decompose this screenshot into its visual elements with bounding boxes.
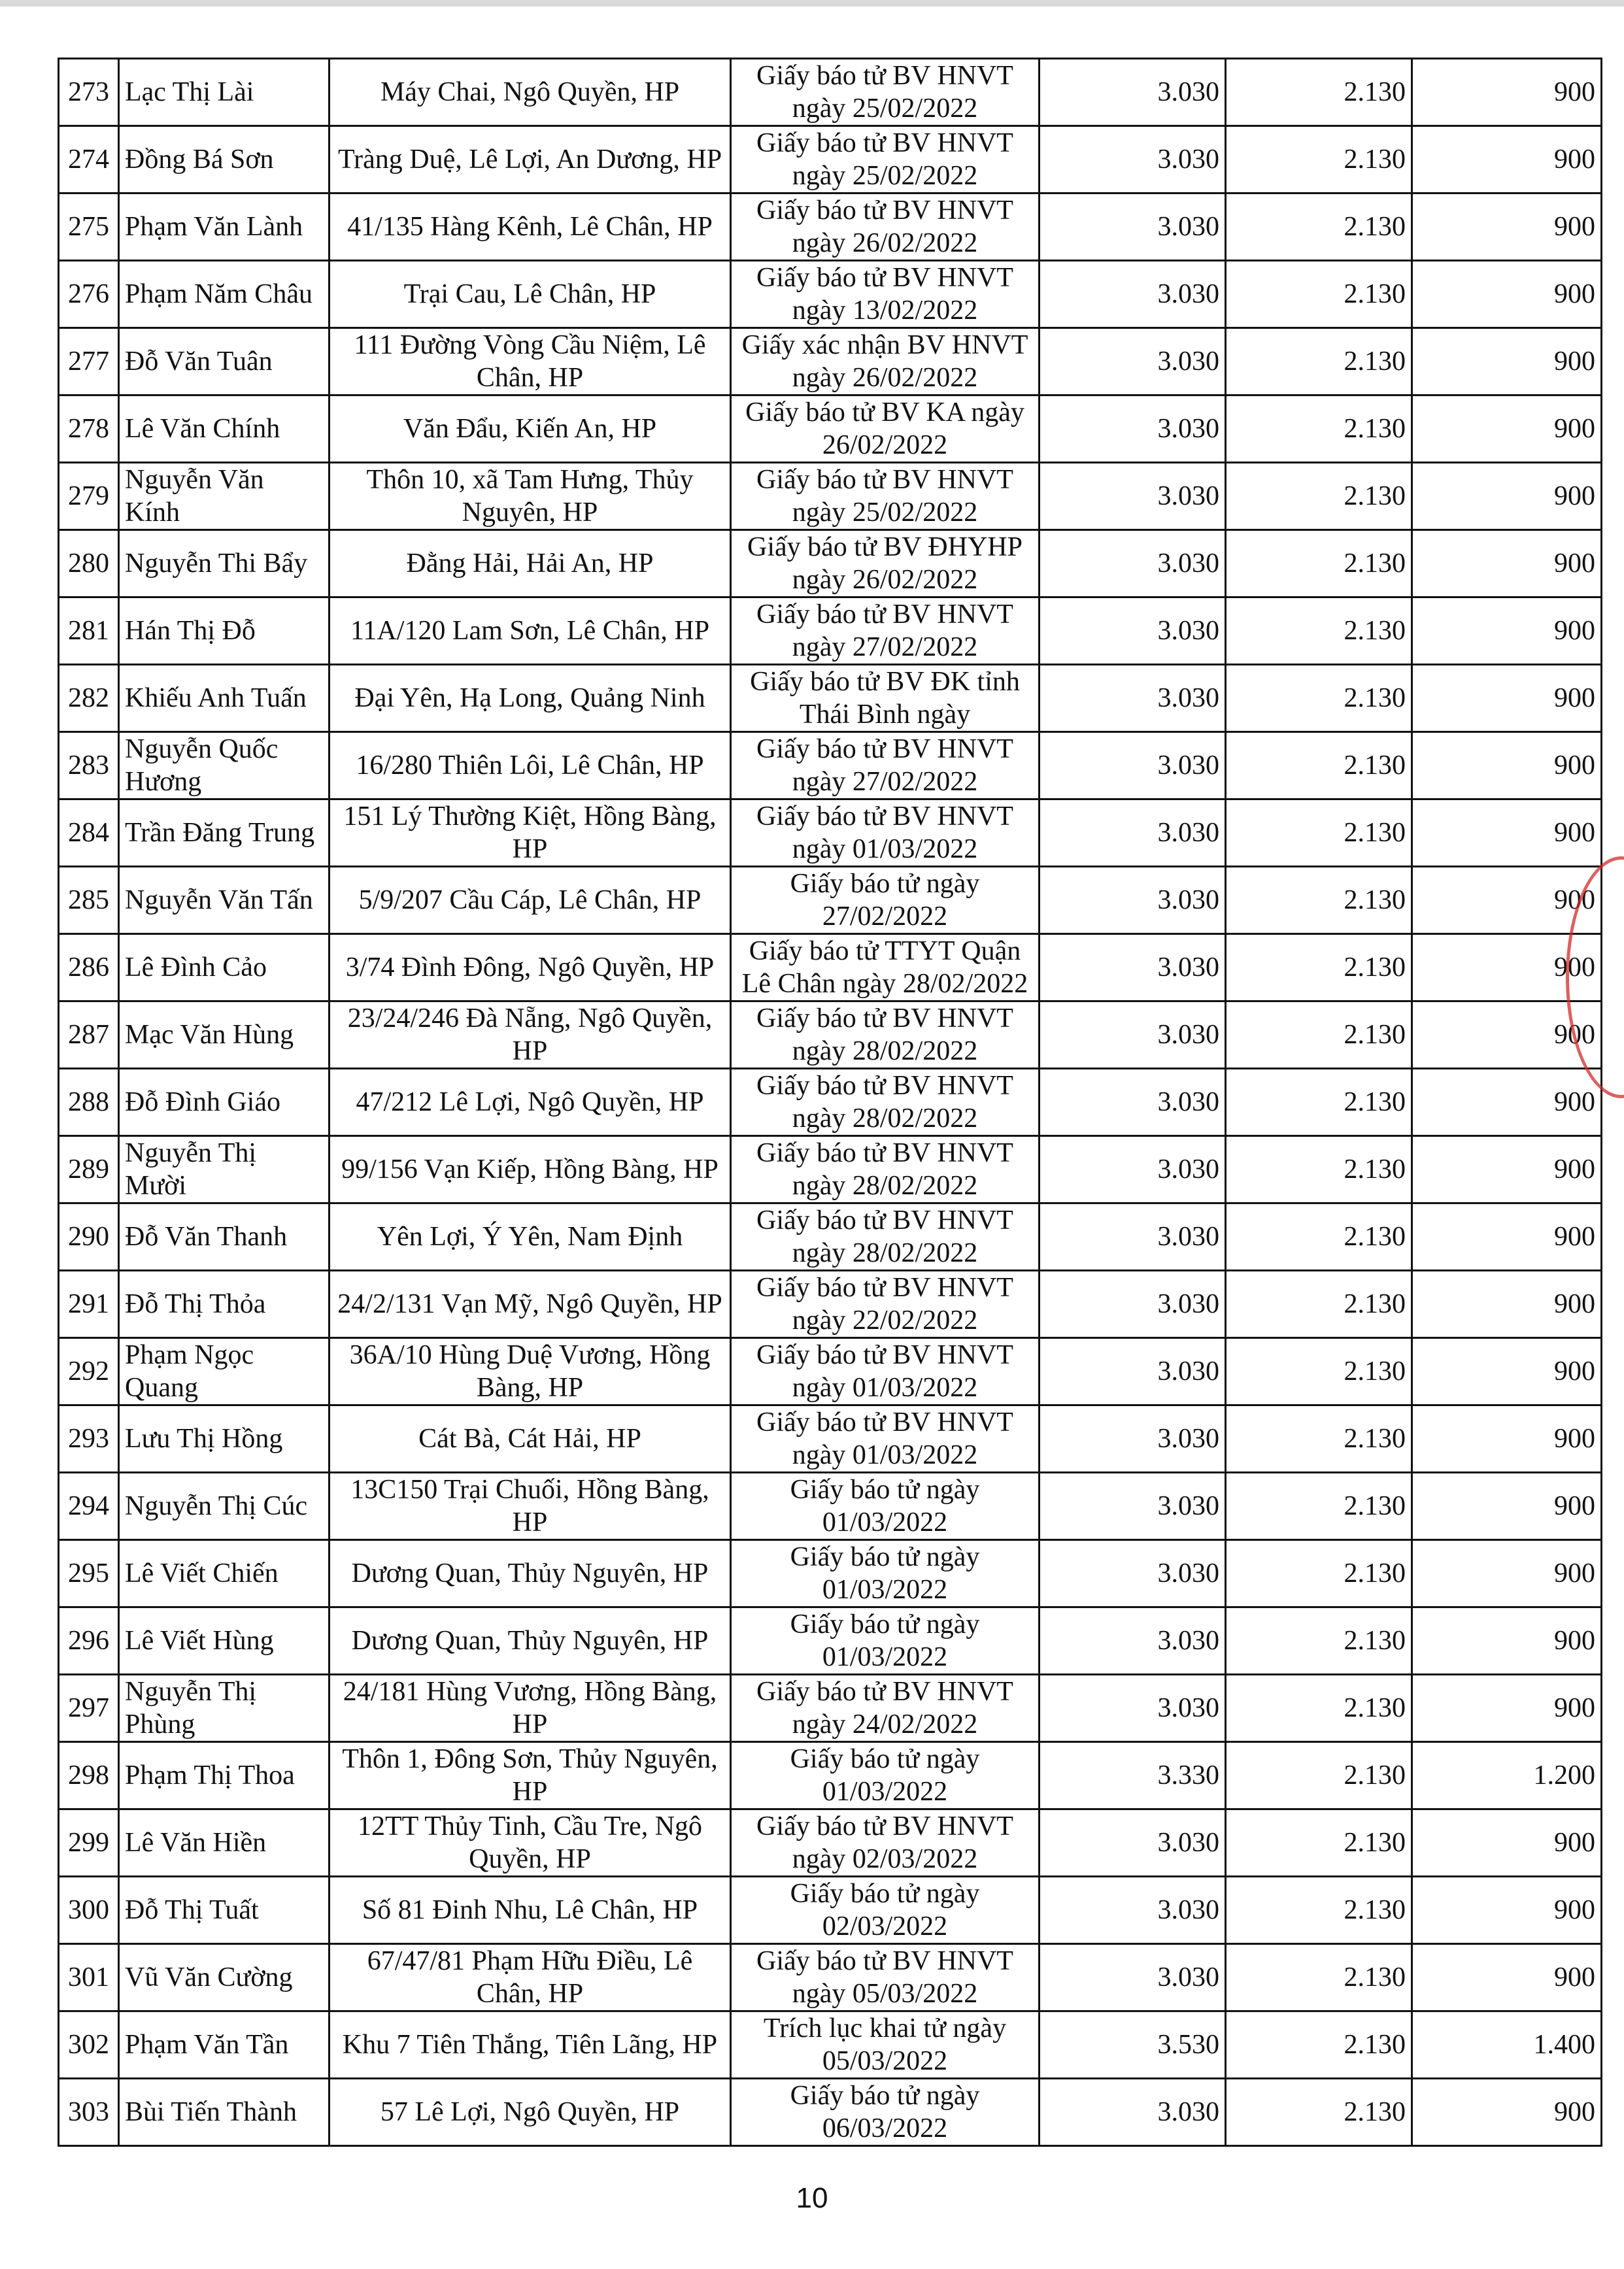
amount3-cell: 900 (1412, 1136, 1602, 1203)
row-number-cell: 297 (59, 1675, 119, 1742)
name-cell: Lê Văn Hiền (119, 1809, 330, 1877)
amount1-cell: 3.030 (1040, 799, 1226, 867)
amount2-cell: 2.130 (1226, 1473, 1412, 1540)
row-number-cell: 287 (59, 1001, 119, 1069)
amount2-cell: 2.130 (1226, 1877, 1412, 1944)
amount2-cell: 2.130 (1226, 1338, 1412, 1405)
document-cell: Giấy báo tử BV HNVT ngày 26/02/2022 (731, 193, 1040, 261)
name-cell: Phạm Văn Tần (119, 2011, 330, 2079)
amount1-cell: 3.030 (1040, 1001, 1226, 1069)
document-cell: Giấy báo tử ngày 01/03/2022 (731, 1473, 1040, 1540)
name-cell: Nguyễn Thi Bẩy (119, 530, 330, 597)
document-cell: Giấy báo tử BV HNVT ngày 28/02/2022 (731, 1136, 1040, 1203)
address-cell: Yên Lợi, Ý Yên, Nam Định (330, 1203, 731, 1271)
document-cell: Giấy báo tử ngày 01/03/2022 (731, 1540, 1040, 1607)
amount1-cell: 3.030 (1040, 395, 1226, 463)
document-cell: Giấy báo tử BV HNVT ngày 02/03/2022 (731, 1809, 1040, 1877)
page-number: 10 (796, 2182, 828, 2214)
row-number-cell: 279 (59, 463, 119, 530)
row-number-cell: 286 (59, 934, 119, 1001)
address-cell: 5/9/207 Cầu Cáp, Lê Chân, HP (330, 867, 731, 934)
address-cell: 24/181 Hùng Vương, Hồng Bàng, HP (330, 1675, 731, 1742)
name-cell: Bùi Tiến Thành (119, 2079, 330, 2146)
document-cell: Giấy báo tử BV HNVT ngày 01/03/2022 (731, 1338, 1040, 1405)
document-cell: Giấy xác nhận BV HNVT ngày 26/02/2022 (731, 328, 1040, 395)
amount1-cell: 3.030 (1040, 1405, 1226, 1473)
amount1-cell: 3.030 (1040, 867, 1226, 934)
row-number-cell: 294 (59, 1473, 119, 1540)
amount3-cell: 900 (1412, 1203, 1602, 1271)
name-cell: Khiếu Anh Tuấn (119, 665, 330, 732)
address-cell: 99/156 Vạn Kiếp, Hồng Bàng, HP (330, 1136, 731, 1203)
amount1-cell: 3.030 (1040, 1203, 1226, 1271)
amount1-cell: 3.030 (1040, 934, 1226, 1001)
name-cell: Đỗ Thị Tuất (119, 1877, 330, 1944)
amount3-cell: 1.200 (1412, 1742, 1602, 1809)
name-cell: Lưu Thị Hồng (119, 1405, 330, 1473)
document-cell: Giấy báo tử BV HNVT ngày 05/03/2022 (731, 1944, 1040, 2011)
amount2-cell: 2.130 (1226, 1069, 1412, 1136)
amount3-cell: 900 (1412, 1405, 1602, 1473)
address-cell: 151 Lý Thường Kiệt, Hồng Bàng, HP (330, 799, 731, 867)
amount2-cell: 2.130 (1226, 1809, 1412, 1877)
address-cell: Thôn 1, Đông Sơn, Thủy Nguyên, HP (330, 1742, 731, 1809)
document-cell: Giấy báo tử BV HNVT ngày 25/02/2022 (731, 126, 1040, 193)
table-row (59, 530, 1602, 597)
table-row (59, 799, 1602, 867)
amount1-cell: 3.030 (1040, 1944, 1226, 2011)
document-cell: Giấy báo tử TTYT Quận Lê Chân ngày 28/02/2022 (731, 934, 1040, 1001)
row-number-cell: 298 (59, 1742, 119, 1809)
amount2-cell: 2.130 (1226, 867, 1412, 934)
amount2-cell: 2.130 (1226, 261, 1412, 328)
row-number-cell: 275 (59, 193, 119, 261)
table-row (59, 1069, 1602, 1136)
document-cell: Giấy báo tử BV HNVT ngày 28/02/2022 (731, 1001, 1040, 1069)
amount3-cell: 900 (1412, 1271, 1602, 1338)
address-cell: Trại Cau, Lê Chân, HP (330, 261, 731, 328)
row-number-cell: 281 (59, 597, 119, 665)
row-number-cell: 292 (59, 1338, 119, 1405)
name-cell: Đỗ Thị Thỏa (119, 1271, 330, 1338)
table-row (59, 732, 1602, 799)
address-cell: Thôn 10, xã Tam Hưng, Thủy Nguyên, HP (330, 463, 731, 530)
document-cell: Giấy báo tử BV HNVT ngày 28/02/2022 (731, 1069, 1040, 1136)
row-number-cell: 273 (59, 59, 119, 126)
row-number-cell: 302 (59, 2011, 119, 2079)
amount3-cell: 1.400 (1412, 2011, 1602, 2079)
amount1-cell: 3.030 (1040, 530, 1226, 597)
amount1-cell: 3.030 (1040, 1136, 1226, 1203)
table-row (59, 1540, 1602, 1607)
amount2-cell: 2.130 (1226, 193, 1412, 261)
address-cell: 12TT Thủy Tinh, Cầu Tre, Ngô Quyền, HP (330, 1809, 731, 1877)
name-cell: Trần Đăng Trung (119, 799, 330, 867)
row-number-cell: 301 (59, 1944, 119, 2011)
table-row (59, 1338, 1602, 1405)
table-row (59, 1944, 1602, 2011)
table-row (59, 2011, 1602, 2079)
name-cell: Đỗ Văn Tuân (119, 328, 330, 395)
amount2-cell: 2.130 (1226, 126, 1412, 193)
document-cell: Giấy báo tử BV HNVT ngày 13/02/2022 (731, 261, 1040, 328)
name-cell: Nguyễn Văn Kính (119, 463, 330, 530)
name-cell: Lạc Thị Lài (119, 59, 330, 126)
table-row (59, 1473, 1602, 1540)
row-number-cell: 300 (59, 1877, 119, 1944)
name-cell: Mạc Văn Hùng (119, 1001, 330, 1069)
amount3-cell: 900 (1412, 193, 1602, 261)
row-number-cell: 284 (59, 799, 119, 867)
address-cell: Dương Quan, Thủy Nguyên, HP (330, 1540, 731, 1607)
amount3-cell: 900 (1412, 665, 1602, 732)
row-number-cell: 277 (59, 328, 119, 395)
amount3-cell: 900 (1412, 1675, 1602, 1742)
name-cell: Nguyễn Thị Cúc (119, 1473, 330, 1540)
amount1-cell: 3.030 (1040, 1338, 1226, 1405)
amount2-cell: 2.130 (1226, 665, 1412, 732)
address-cell: Dương Quan, Thủy Nguyên, HP (330, 1607, 731, 1675)
amount2-cell: 2.130 (1226, 395, 1412, 463)
amount2-cell: 2.130 (1226, 1405, 1412, 1473)
amount2-cell: 2.130 (1226, 463, 1412, 530)
amount2-cell: 2.130 (1226, 1742, 1412, 1809)
name-cell: Phạm Năm Châu (119, 261, 330, 328)
table-row (59, 1203, 1602, 1271)
table-row (59, 193, 1602, 261)
name-cell: Lê Văn Chính (119, 395, 330, 463)
amount1-cell: 3.030 (1040, 597, 1226, 665)
amount3-cell: 900 (1412, 328, 1602, 395)
name-cell: Phạm Văn Lành (119, 193, 330, 261)
table-row (59, 261, 1602, 328)
amount2-cell: 2.130 (1226, 597, 1412, 665)
name-cell: Lê Viết Chiến (119, 1540, 330, 1607)
row-number-cell: 295 (59, 1540, 119, 1607)
name-cell: Phạm Ngọc Quang (119, 1338, 330, 1405)
document-cell: Giấy báo tử ngày 06/03/2022 (731, 2079, 1040, 2146)
document-cell: Giấy báo tử BV HNVT ngày 01/03/2022 (731, 799, 1040, 867)
amount3-cell: 900 (1412, 1473, 1602, 1540)
row-number-cell: 291 (59, 1271, 119, 1338)
row-number-cell: 289 (59, 1136, 119, 1203)
document-cell: Trích lục khai tử ngày 05/03/2022 (731, 2011, 1040, 2079)
name-cell: Nguyễn Thị Mười (119, 1136, 330, 1203)
amount2-cell: 2.130 (1226, 2079, 1412, 2146)
name-cell: Lê Đình Cảo (119, 934, 330, 1001)
amount2-cell: 2.130 (1226, 1136, 1412, 1203)
amount3-cell: 900 (1412, 732, 1602, 799)
row-number-cell: 274 (59, 126, 119, 193)
amount2-cell: 2.130 (1226, 530, 1412, 597)
table-row (59, 934, 1602, 1001)
document-cell: Giấy báo tử ngày 01/03/2022 (731, 1742, 1040, 1809)
amount3-cell: 900 (1412, 1607, 1602, 1675)
address-cell: Tràng Duệ, Lê Lợi, An Dương, HP (330, 126, 731, 193)
address-cell: Văn Đẩu, Kiến An, HP (330, 395, 731, 463)
records-table-container (58, 58, 1600, 2147)
table-row (59, 665, 1602, 732)
amount1-cell: 3.030 (1040, 1877, 1226, 1944)
name-cell: Đỗ Văn Thanh (119, 1203, 330, 1271)
address-cell: 111 Đường Vòng Cầu Niệm, Lê Chân, HP (330, 328, 731, 395)
row-number-cell: 282 (59, 665, 119, 732)
table-row (59, 2079, 1602, 2146)
address-cell: Máy Chai, Ngô Quyền, HP (330, 59, 731, 126)
amount3-cell: 900 (1412, 261, 1602, 328)
amount2-cell: 2.130 (1226, 328, 1412, 395)
document-cell: Giấy báo tử BV ĐK tỉnh Thái Bình ngày (731, 665, 1040, 732)
amount1-cell: 3.030 (1040, 1473, 1226, 1540)
amount2-cell: 2.130 (1226, 1203, 1412, 1271)
address-cell: 24/2/131 Vạn Mỹ, Ngô Quyền, HP (330, 1271, 731, 1338)
amount3-cell: 900 (1412, 1540, 1602, 1607)
amount2-cell: 2.130 (1226, 59, 1412, 126)
row-number-cell: 290 (59, 1203, 119, 1271)
amount3-cell: 900 (1412, 1809, 1602, 1877)
table-row (59, 1001, 1602, 1069)
address-cell: 16/280 Thiên Lôi, Lê Chân, HP (330, 732, 731, 799)
amount1-cell: 3.030 (1040, 1540, 1226, 1607)
name-cell: Nguyễn Văn Tấn (119, 867, 330, 934)
amount2-cell: 2.130 (1226, 1607, 1412, 1675)
row-number-cell: 278 (59, 395, 119, 463)
table-row (59, 1405, 1602, 1473)
row-number-cell: 293 (59, 1405, 119, 1473)
address-cell: Khu 7 Tiên Thắng, Tiên Lãng, HP (330, 2011, 731, 2079)
document-cell: Giấy báo tử BV HNVT ngày 24/02/2022 (731, 1675, 1040, 1742)
row-number-cell: 276 (59, 261, 119, 328)
row-number-cell: 288 (59, 1069, 119, 1136)
row-number-cell: 299 (59, 1809, 119, 1877)
amount2-cell: 2.130 (1226, 1944, 1412, 2011)
amount2-cell: 2.130 (1226, 934, 1412, 1001)
amount3-cell: 900 (1412, 1069, 1602, 1136)
address-cell: Đại Yên, Hạ Long, Quảng Ninh (330, 665, 731, 732)
amount3-cell: 900 (1412, 395, 1602, 463)
amount3-cell: 900 (1412, 867, 1602, 934)
amount1-cell: 3.030 (1040, 2079, 1226, 2146)
amount3-cell: 900 (1412, 597, 1602, 665)
amount2-cell: 2.130 (1226, 1540, 1412, 1607)
records-table-body (59, 59, 1602, 2146)
amount1-cell: 3.030 (1040, 261, 1226, 328)
amount1-cell: 3.030 (1040, 1271, 1226, 1338)
row-number-cell: 283 (59, 732, 119, 799)
amount3-cell: 900 (1412, 799, 1602, 867)
amount2-cell: 2.130 (1226, 1001, 1412, 1069)
amount2-cell: 2.130 (1226, 2011, 1412, 2079)
amount1-cell: 3.530 (1040, 2011, 1226, 2079)
amount1-cell: 3.030 (1040, 193, 1226, 261)
table-row (59, 1675, 1602, 1742)
document-cell: Giấy báo tử BV HNVT ngày 25/02/2022 (731, 463, 1040, 530)
amount3-cell: 900 (1412, 934, 1602, 1001)
document-cell: Giấy báo tử BV HNVT ngày 27/02/2022 (731, 597, 1040, 665)
amount2-cell: 2.130 (1226, 799, 1412, 867)
document-cell: Giấy báo tử ngày 02/03/2022 (731, 1877, 1040, 1944)
address-cell: 36A/10 Hùng Duệ Vương, Hồng Bàng, HP (330, 1338, 731, 1405)
table-row (59, 1271, 1602, 1338)
amount1-cell: 3.030 (1040, 1675, 1226, 1742)
address-cell: Cát Bà, Cát Hải, HP (330, 1405, 731, 1473)
table-row (59, 126, 1602, 193)
address-cell: 23/24/246 Đà Nẵng, Ngô Quyền, HP (330, 1001, 731, 1069)
row-number-cell: 285 (59, 867, 119, 934)
table-row (59, 463, 1602, 530)
table-row (59, 597, 1602, 665)
amount2-cell: 2.130 (1226, 1675, 1412, 1742)
document-cell: Giấy báo tử ngày 27/02/2022 (731, 867, 1040, 934)
address-cell: 47/212 Lê Lợi, Ngô Quyền, HP (330, 1069, 731, 1136)
address-cell: 41/135 Hàng Kênh, Lê Chân, HP (330, 193, 731, 261)
name-cell: Phạm Thị Thoa (119, 1742, 330, 1809)
address-cell: 67/47/81 Phạm Hữu Điều, Lê Chân, HP (330, 1944, 731, 2011)
document-cell: Giấy báo tử BV KA ngày 26/02/2022 (731, 395, 1040, 463)
document-cell: Giấy báo tử BV ĐHYHP ngày 26/02/2022 (731, 530, 1040, 597)
table-row (59, 59, 1602, 126)
table-row (59, 395, 1602, 463)
name-cell: Đồng Bá Sơn (119, 126, 330, 193)
table-row (59, 1607, 1602, 1675)
name-cell: Lê Viết Hùng (119, 1607, 330, 1675)
name-cell: Nguyễn Thị Phùng (119, 1675, 330, 1742)
table-row (59, 1877, 1602, 1944)
table-row (59, 1742, 1602, 1809)
document-cell: Giấy báo tử BV HNVT ngày 25/02/2022 (731, 59, 1040, 126)
amount1-cell: 3.030 (1040, 126, 1226, 193)
amount1-cell: 3.030 (1040, 732, 1226, 799)
amount3-cell: 900 (1412, 2079, 1602, 2146)
amount1-cell: 3.030 (1040, 463, 1226, 530)
address-cell: 3/74 Đình Đông, Ngô Quyền, HP (330, 934, 731, 1001)
table-row (59, 867, 1602, 934)
table-row (59, 1136, 1602, 1203)
address-cell: 13C150 Trại Chuối, Hồng Bàng, HP (330, 1473, 731, 1540)
address-cell: 57 Lê Lợi, Ngô Quyền, HP (330, 2079, 731, 2146)
amount3-cell: 900 (1412, 463, 1602, 530)
document-cell: Giấy báo tử BV HNVT ngày 28/02/2022 (731, 1203, 1040, 1271)
document-cell: Giấy báo tử BV HNVT ngày 22/02/2022 (731, 1271, 1040, 1338)
amount1-cell: 3.030 (1040, 1069, 1226, 1136)
address-cell: 11A/120 Lam Sơn, Lê Chân, HP (330, 597, 731, 665)
table-row (59, 1809, 1602, 1877)
name-cell: Nguyễn Quốc Hương (119, 732, 330, 799)
document-cell: Giấy báo tử BV HNVT ngày 27/02/2022 (731, 732, 1040, 799)
page-top-edge (0, 0, 1624, 7)
address-cell: Số 81 Đinh Nhu, Lê Chân, HP (330, 1877, 731, 1944)
amount1-cell: 3.030 (1040, 1809, 1226, 1877)
amount1-cell: 3.030 (1040, 59, 1226, 126)
document-cell: Giấy báo tử BV HNVT ngày 01/03/2022 (731, 1405, 1040, 1473)
amount1-cell: 3.330 (1040, 1742, 1226, 1809)
row-number-cell: 280 (59, 530, 119, 597)
amount1-cell: 3.030 (1040, 1607, 1226, 1675)
amount3-cell: 900 (1412, 1001, 1602, 1069)
records-table (58, 58, 1602, 2147)
amount2-cell: 2.130 (1226, 732, 1412, 799)
amount3-cell: 900 (1412, 1944, 1602, 2011)
name-cell: Đỗ Đình Giáo (119, 1069, 330, 1136)
amount3-cell: 900 (1412, 126, 1602, 193)
address-cell: Đằng Hải, Hải An, HP (330, 530, 731, 597)
amount2-cell: 2.130 (1226, 1271, 1412, 1338)
amount1-cell: 3.030 (1040, 328, 1226, 395)
document-cell: Giấy báo tử ngày 01/03/2022 (731, 1607, 1040, 1675)
amount3-cell: 900 (1412, 1338, 1602, 1405)
name-cell: Hán Thị Đỗ (119, 597, 330, 665)
amount1-cell: 3.030 (1040, 665, 1226, 732)
row-number-cell: 296 (59, 1607, 119, 1675)
amount3-cell: 900 (1412, 59, 1602, 126)
row-number-cell: 303 (59, 2079, 119, 2146)
amount3-cell: 900 (1412, 1877, 1602, 1944)
name-cell: Vũ Văn Cường (119, 1944, 330, 2011)
amount3-cell: 900 (1412, 530, 1602, 597)
table-row (59, 328, 1602, 395)
